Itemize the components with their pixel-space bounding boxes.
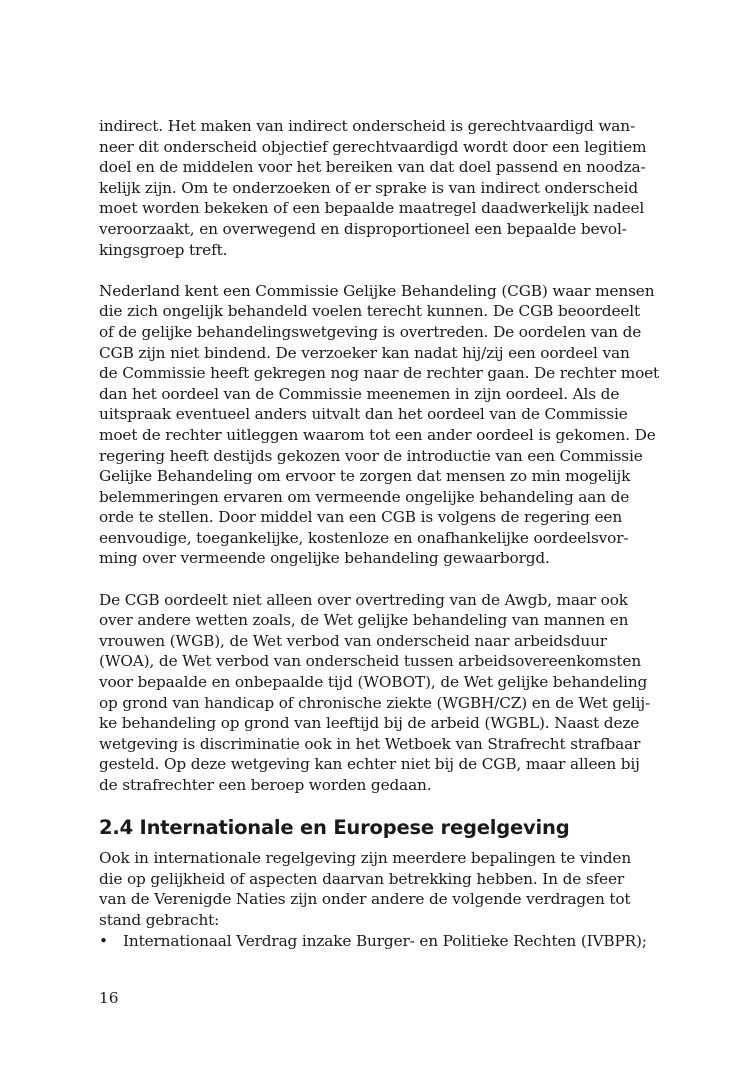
text-line: eenvoudige, toegankelijke, kostenloze en onafhankelijke oordeelsvor- — [99, 528, 629, 547]
text-line: CGB zijn niet bindend. De verzoeker kan nadat hij/zij een oordeel van — [99, 343, 630, 362]
page-number: 16 — [99, 989, 119, 1007]
text-line: (WOA), de Wet verbod van onderscheid tussen arbeidsovereenkomsten — [99, 652, 642, 671]
text-line: vrouwen (WGB), de Wet verbod van onderscheid naar arbeidsduur — [99, 631, 607, 650]
text-line: neer dit onderscheid objectief gerechtvaardigd wordt door een legitiem — [99, 137, 647, 156]
text-line: ke behandeling op grond van leeftijd bij de arbeid (WGBL). Naast deze — [99, 714, 640, 733]
text-line: regering heeft destijds gekozen voor de introductie van een Commissie — [99, 446, 643, 465]
text-line: de strafrechter een beroep worden gedaan. — [99, 776, 432, 794]
text-line: Nederland kent een Commissie Gelijke Behandeling (CGB) waar mensen — [99, 281, 655, 300]
text-line: die op gelijkheid of aspecten daarvan betrekking hebben. In de sfeer — [99, 869, 625, 888]
section-heading: 2.4 Internationale en Europese regelgeving — [99, 816, 570, 840]
text-line: of de gelijke behandelingswetgeving is overtreden. De oordelen van de — [99, 322, 642, 341]
text-line: over andere wetten zoals, de Wet gelijke behandeling van mannen en — [99, 611, 629, 630]
paragraph-cgb — [99, 281, 660, 569]
text-line: voor bepaalde en onbepaalde tijd (WOBOT), de Wet gelijke behandeling — [99, 673, 648, 692]
text-line: Gelijke Behandeling om ervoor te zorgen dat mensen zo min mogelijk — [99, 467, 631, 486]
text-line: gesteld. Op deze wetgeving kan echter niet bij de CGB, maar alleen bij — [99, 755, 640, 774]
text-line: indirect. Het maken van indirect onderscheid is gerechtvaardigd wan- — [99, 117, 635, 135]
text-line: kelijk zijn. Om te onderzoeken of er sprake is van indirect onderscheid — [99, 178, 639, 197]
text-line: wetgeving is discriminatie ook in het Wetboek van Strafrecht strafbaar — [99, 734, 641, 753]
text-line: ming over vermeende ongelijke behandeling gewaarborgd. — [99, 549, 550, 568]
text-line: uitspraak eventueel anders uitvalt dan het oordeel van de Commissie — [99, 405, 628, 424]
text-line: op grond van handicap of chronische ziekte (WGBH/CZ) en de Wet gelij- — [99, 693, 650, 712]
text-line: orde te stellen. Door middel van een CGB is volgens de regering een — [99, 508, 623, 527]
section-intro — [99, 848, 644, 930]
bullet-text: Internationaal Verdrag inzake Burger- en Politieke Rechten (IVBPR); — [123, 931, 647, 950]
bullet-list-item — [99, 931, 647, 952]
bullet-icon: • — [99, 931, 109, 950]
text-line: De CGB oordeelt niet alleen over overtreding van de Awgb, maar ook — [99, 590, 628, 609]
paragraph-indirect-discrimination — [99, 116, 647, 260]
text-line: van de Verenigde Naties zijn onder andere de volgende verdragen tot — [99, 890, 631, 909]
text-line: die zich ongelijk behandeld voelen terecht kunnen. De CGB beoordeelt — [99, 302, 640, 321]
text-line: dan het oordeel van de Commissie meenemen in zijn oordeel. Als de — [99, 384, 620, 403]
text-line: moet de rechter uitleggen waarom tot een ander oordeel is gekomen. De — [99, 425, 656, 444]
paragraph-other-laws — [99, 590, 650, 796]
page-body — [99, 116, 660, 951]
text-line: Ook in internationale regelgeving zijn meerdere bepalingen te vinden — [99, 849, 632, 868]
text-line: kingsgroep treft. — [99, 240, 228, 259]
text-line: stand gebracht: — [99, 910, 220, 929]
text-line: moet worden bekeken of een bepaalde maatregel daadwerkelijk nadeel — [99, 199, 645, 218]
text-line: veroorzaakt, en overwegend en disproportioneel een bepaalde bevol- — [99, 219, 627, 238]
text-line: de Commissie heeft gekregen nog naar de rechter gaan. De rechter moet — [99, 364, 660, 383]
text-line: belemmeringen ervaren om vermeende ongelijke behandeling aan de — [99, 487, 630, 506]
text-line: doel en de middelen voor het bereiken van dat doel passend en noodza- — [99, 158, 646, 177]
